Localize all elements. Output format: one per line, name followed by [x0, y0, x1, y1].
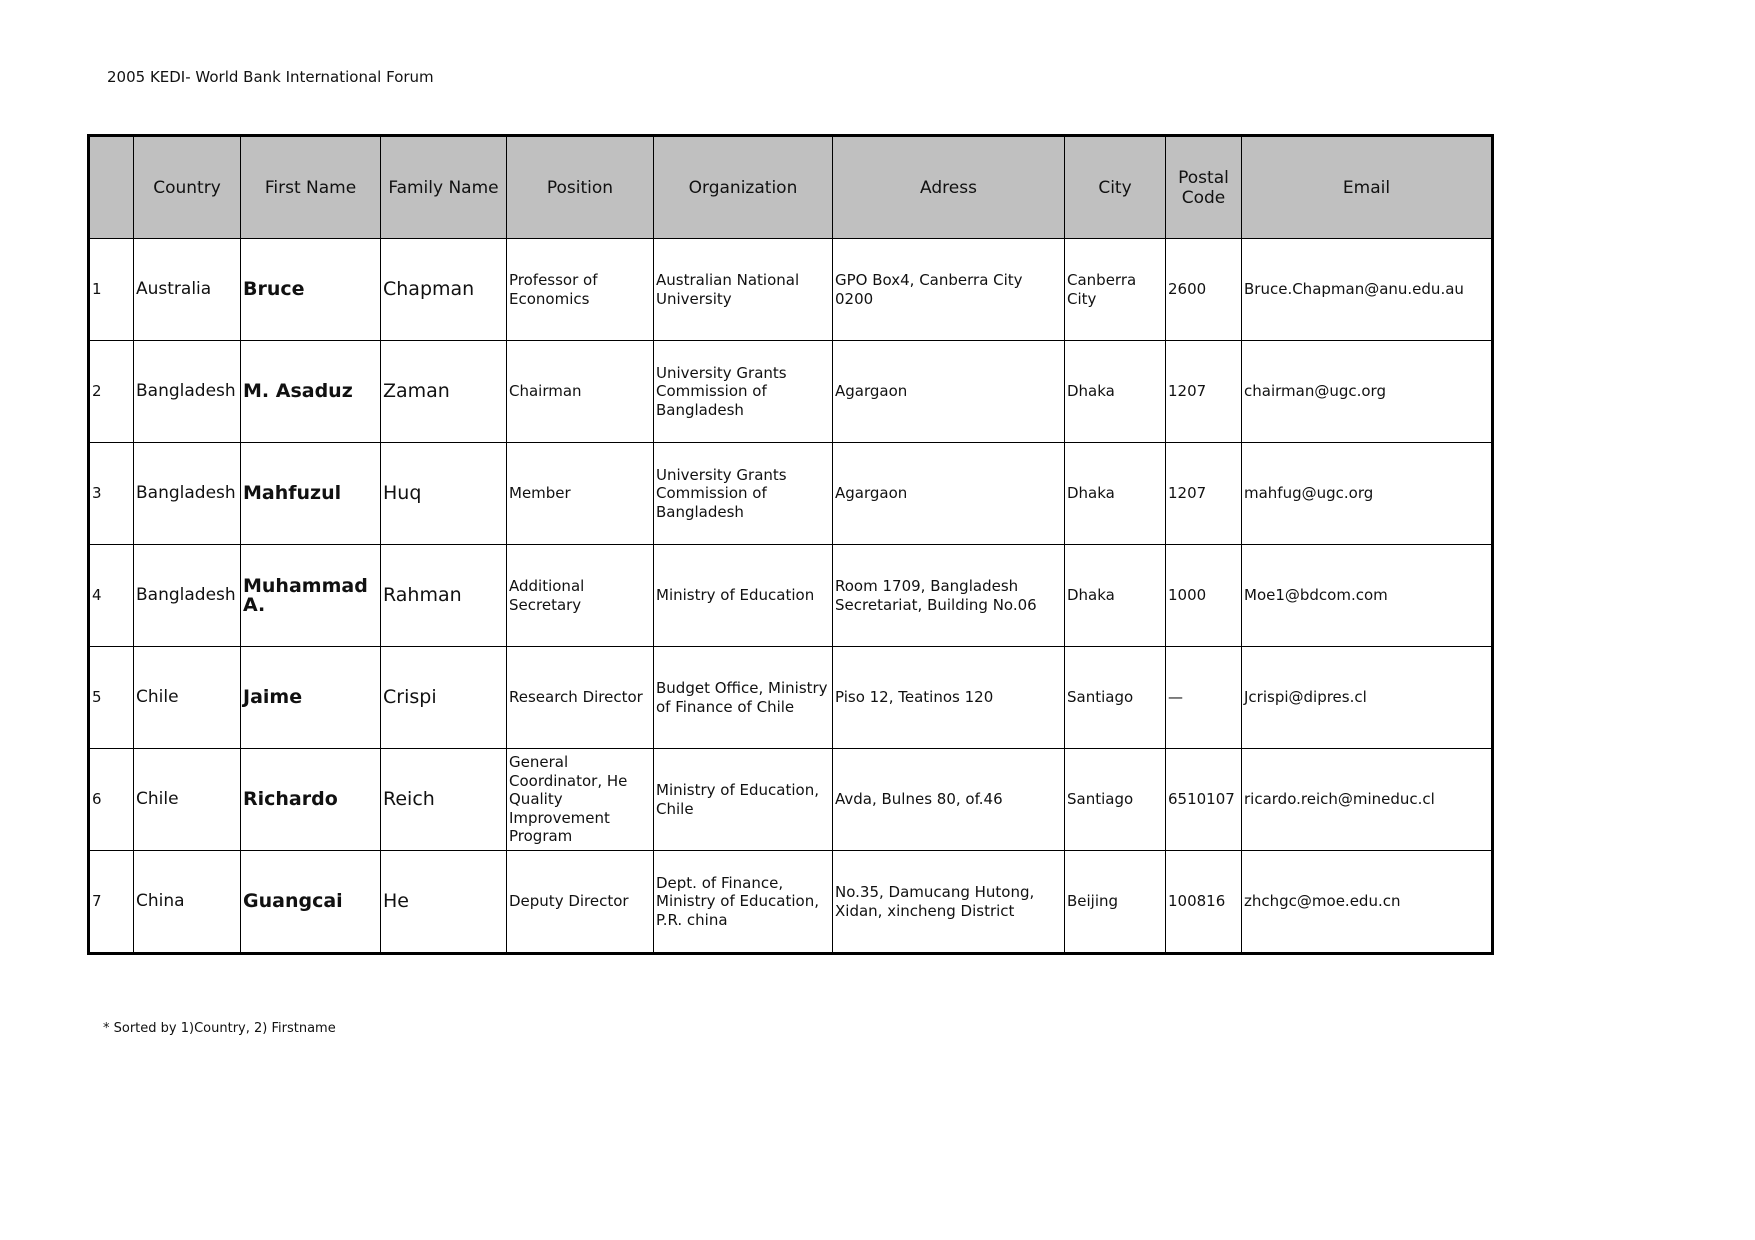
table-header-row [89, 136, 1493, 239]
cell-address: No.35, Damucang Hutong, Xidan, xincheng District [833, 851, 1065, 954]
cell-city: Santiago [1065, 749, 1166, 851]
cell-email: chairman@ugc.org [1242, 341, 1493, 443]
cell-address: Agargaon [833, 443, 1065, 545]
cell-country: Australia [134, 239, 241, 341]
cell-country: Chile [134, 647, 241, 749]
page-header: 2005 KEDI- World Bank International Forum [107, 68, 434, 86]
cell-family-name: Zaman [381, 341, 507, 443]
cell-city: Dhaka [1065, 545, 1166, 647]
cell-row-number: 3 [89, 443, 134, 545]
column-header-postal-code: Postal Code [1166, 136, 1242, 239]
cell-first-name: Bruce [241, 239, 381, 341]
cell-city: Beijing [1065, 851, 1166, 954]
cell-organization: University Grants Commission of Bangladesh [654, 341, 833, 443]
table-row [89, 443, 1493, 545]
cell-address: Room 1709, Bangladesh Secretariat, Building No.06 [833, 545, 1065, 647]
column-header-family-name: Family Name [381, 136, 507, 239]
cell-country: China [134, 851, 241, 954]
cell-email: mahfug@ugc.org [1242, 443, 1493, 545]
cell-first-name: Muhammad A. [241, 545, 381, 647]
cell-city: Dhaka [1065, 341, 1166, 443]
cell-family-name: Rahman [381, 545, 507, 647]
participants-table [87, 134, 1494, 955]
table-row [89, 545, 1493, 647]
column-header-address: Adress [833, 136, 1065, 239]
column-header-first-name: First Name [241, 136, 381, 239]
cell-row-number: 5 [89, 647, 134, 749]
cell-organization: Ministry of Education [654, 545, 833, 647]
cell-organization: Ministry of Education, Chile [654, 749, 833, 851]
column-header-row-number [89, 136, 134, 239]
cell-position: Research Director [507, 647, 654, 749]
cell-family-name: Crispi [381, 647, 507, 749]
cell-organization: Australian National University [654, 239, 833, 341]
cell-first-name: Mahfuzul [241, 443, 381, 545]
cell-family-name: Reich [381, 749, 507, 851]
cell-postal-code: — [1166, 647, 1242, 749]
cell-address: GPO Box4, Canberra City 0200 [833, 239, 1065, 341]
table-row [89, 749, 1493, 851]
cell-row-number: 4 [89, 545, 134, 647]
table-row [89, 239, 1493, 341]
cell-address: Agargaon [833, 341, 1065, 443]
column-header-position: Position [507, 136, 654, 239]
cell-address: Piso 12, Teatinos 120 [833, 647, 1065, 749]
cell-position: Deputy Director [507, 851, 654, 954]
footnote: * Sorted by 1)Country, 2) Firstname [103, 1021, 336, 1036]
cell-country: Bangladesh [134, 443, 241, 545]
column-header-email: Email [1242, 136, 1493, 239]
cell-email: ricardo.reich@mineduc.cl [1242, 749, 1493, 851]
cell-address: Avda, Bulnes 80, of.46 [833, 749, 1065, 851]
cell-organization: Dept. of Finance, Ministry of Education, P.R. china [654, 851, 833, 954]
cell-row-number: 7 [89, 851, 134, 954]
column-header-country: Country [134, 136, 241, 239]
cell-postal-code: 1000 [1166, 545, 1242, 647]
cell-family-name: He [381, 851, 507, 954]
cell-email: Bruce.Chapman@anu.edu.au [1242, 239, 1493, 341]
table-row [89, 851, 1493, 954]
cell-organization: Budget Office, Ministry of Finance of Chile [654, 647, 833, 749]
cell-postal-code: 2600 [1166, 239, 1242, 341]
cell-position: General Coordinator, He Quality Improvement Program [507, 749, 654, 851]
cell-position: Member [507, 443, 654, 545]
cell-email: Jcrispi@dipres.cl [1242, 647, 1493, 749]
cell-postal-code: 1207 [1166, 443, 1242, 545]
cell-email: zhchgc@moe.edu.cn [1242, 851, 1493, 954]
cell-first-name: Guangcai [241, 851, 381, 954]
cell-country: Chile [134, 749, 241, 851]
cell-row-number: 1 [89, 239, 134, 341]
cell-country: Bangladesh [134, 545, 241, 647]
cell-city: Canberra City [1065, 239, 1166, 341]
cell-position: Chairman [507, 341, 654, 443]
cell-postal-code: 1207 [1166, 341, 1242, 443]
cell-row-number: 2 [89, 341, 134, 443]
column-header-city: City [1065, 136, 1166, 239]
cell-position: Professor of Economics [507, 239, 654, 341]
cell-postal-code: 6510107 [1166, 749, 1242, 851]
cell-family-name: Chapman [381, 239, 507, 341]
cell-organization: University Grants Commission of Bangladesh [654, 443, 833, 545]
cell-first-name: M. Asaduz [241, 341, 381, 443]
cell-first-name: Richardo [241, 749, 381, 851]
table-row [89, 341, 1493, 443]
cell-city: Santiago [1065, 647, 1166, 749]
cell-position: Additional Secretary [507, 545, 654, 647]
table-row [89, 647, 1493, 749]
cell-postal-code: 100816 [1166, 851, 1242, 954]
cell-country: Bangladesh [134, 341, 241, 443]
column-header-organization: Organization [654, 136, 833, 239]
cell-family-name: Huq [381, 443, 507, 545]
cell-city: Dhaka [1065, 443, 1166, 545]
cell-first-name: Jaime [241, 647, 381, 749]
cell-row-number: 6 [89, 749, 134, 851]
cell-email: Moe1@bdcom.com [1242, 545, 1493, 647]
